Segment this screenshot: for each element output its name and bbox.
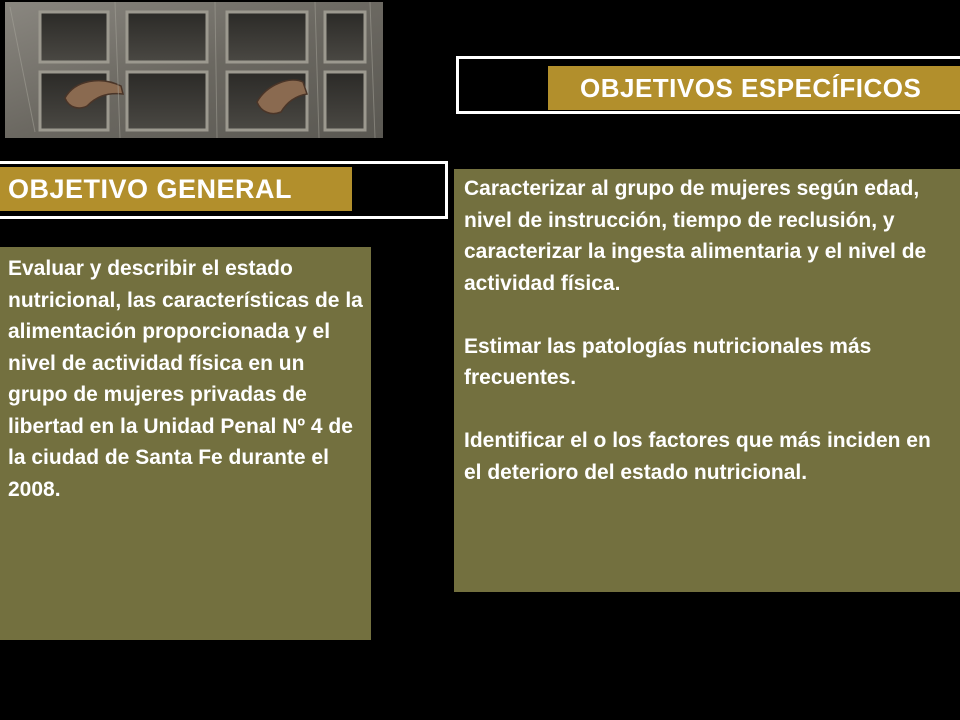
objetivos-especificos-panel [454, 169, 960, 592]
objetivo-general-title: OBJETIVO GENERAL [0, 167, 352, 211]
objetivo-especifico-item-2: Estimar las patologías nutricionales más frecuentes. [464, 334, 872, 389]
objetivos-especificos-title: OBJETIVOS ESPECÍFICOS [548, 66, 960, 110]
objetivo-especifico-item-3: Identificar el o los factores que más inciden en el deterioro del estado nutricional. [464, 429, 931, 484]
prison-wall-illustration [5, 2, 383, 138]
prison-bars-hands-image [5, 2, 383, 138]
objetivo-especifico-item-1: Caracterizar al grupo de mujeres según edad, nivel de instrucción, tiempo de reclusión, y caracterizar la ingesta alimentaria y el nivel de actividad física. [464, 177, 927, 295]
objetivo-general-text: Evaluar y describir el estado nutricional, las características de la alimentación proporcionada y el nivel de actividad física en un grupo de mujeres privadas de libertad en la Unidad Penal Nº 4 de la ciudad de Santa Fe durante el 2008. [8, 257, 363, 501]
objetivo-general-panel [0, 247, 371, 640]
